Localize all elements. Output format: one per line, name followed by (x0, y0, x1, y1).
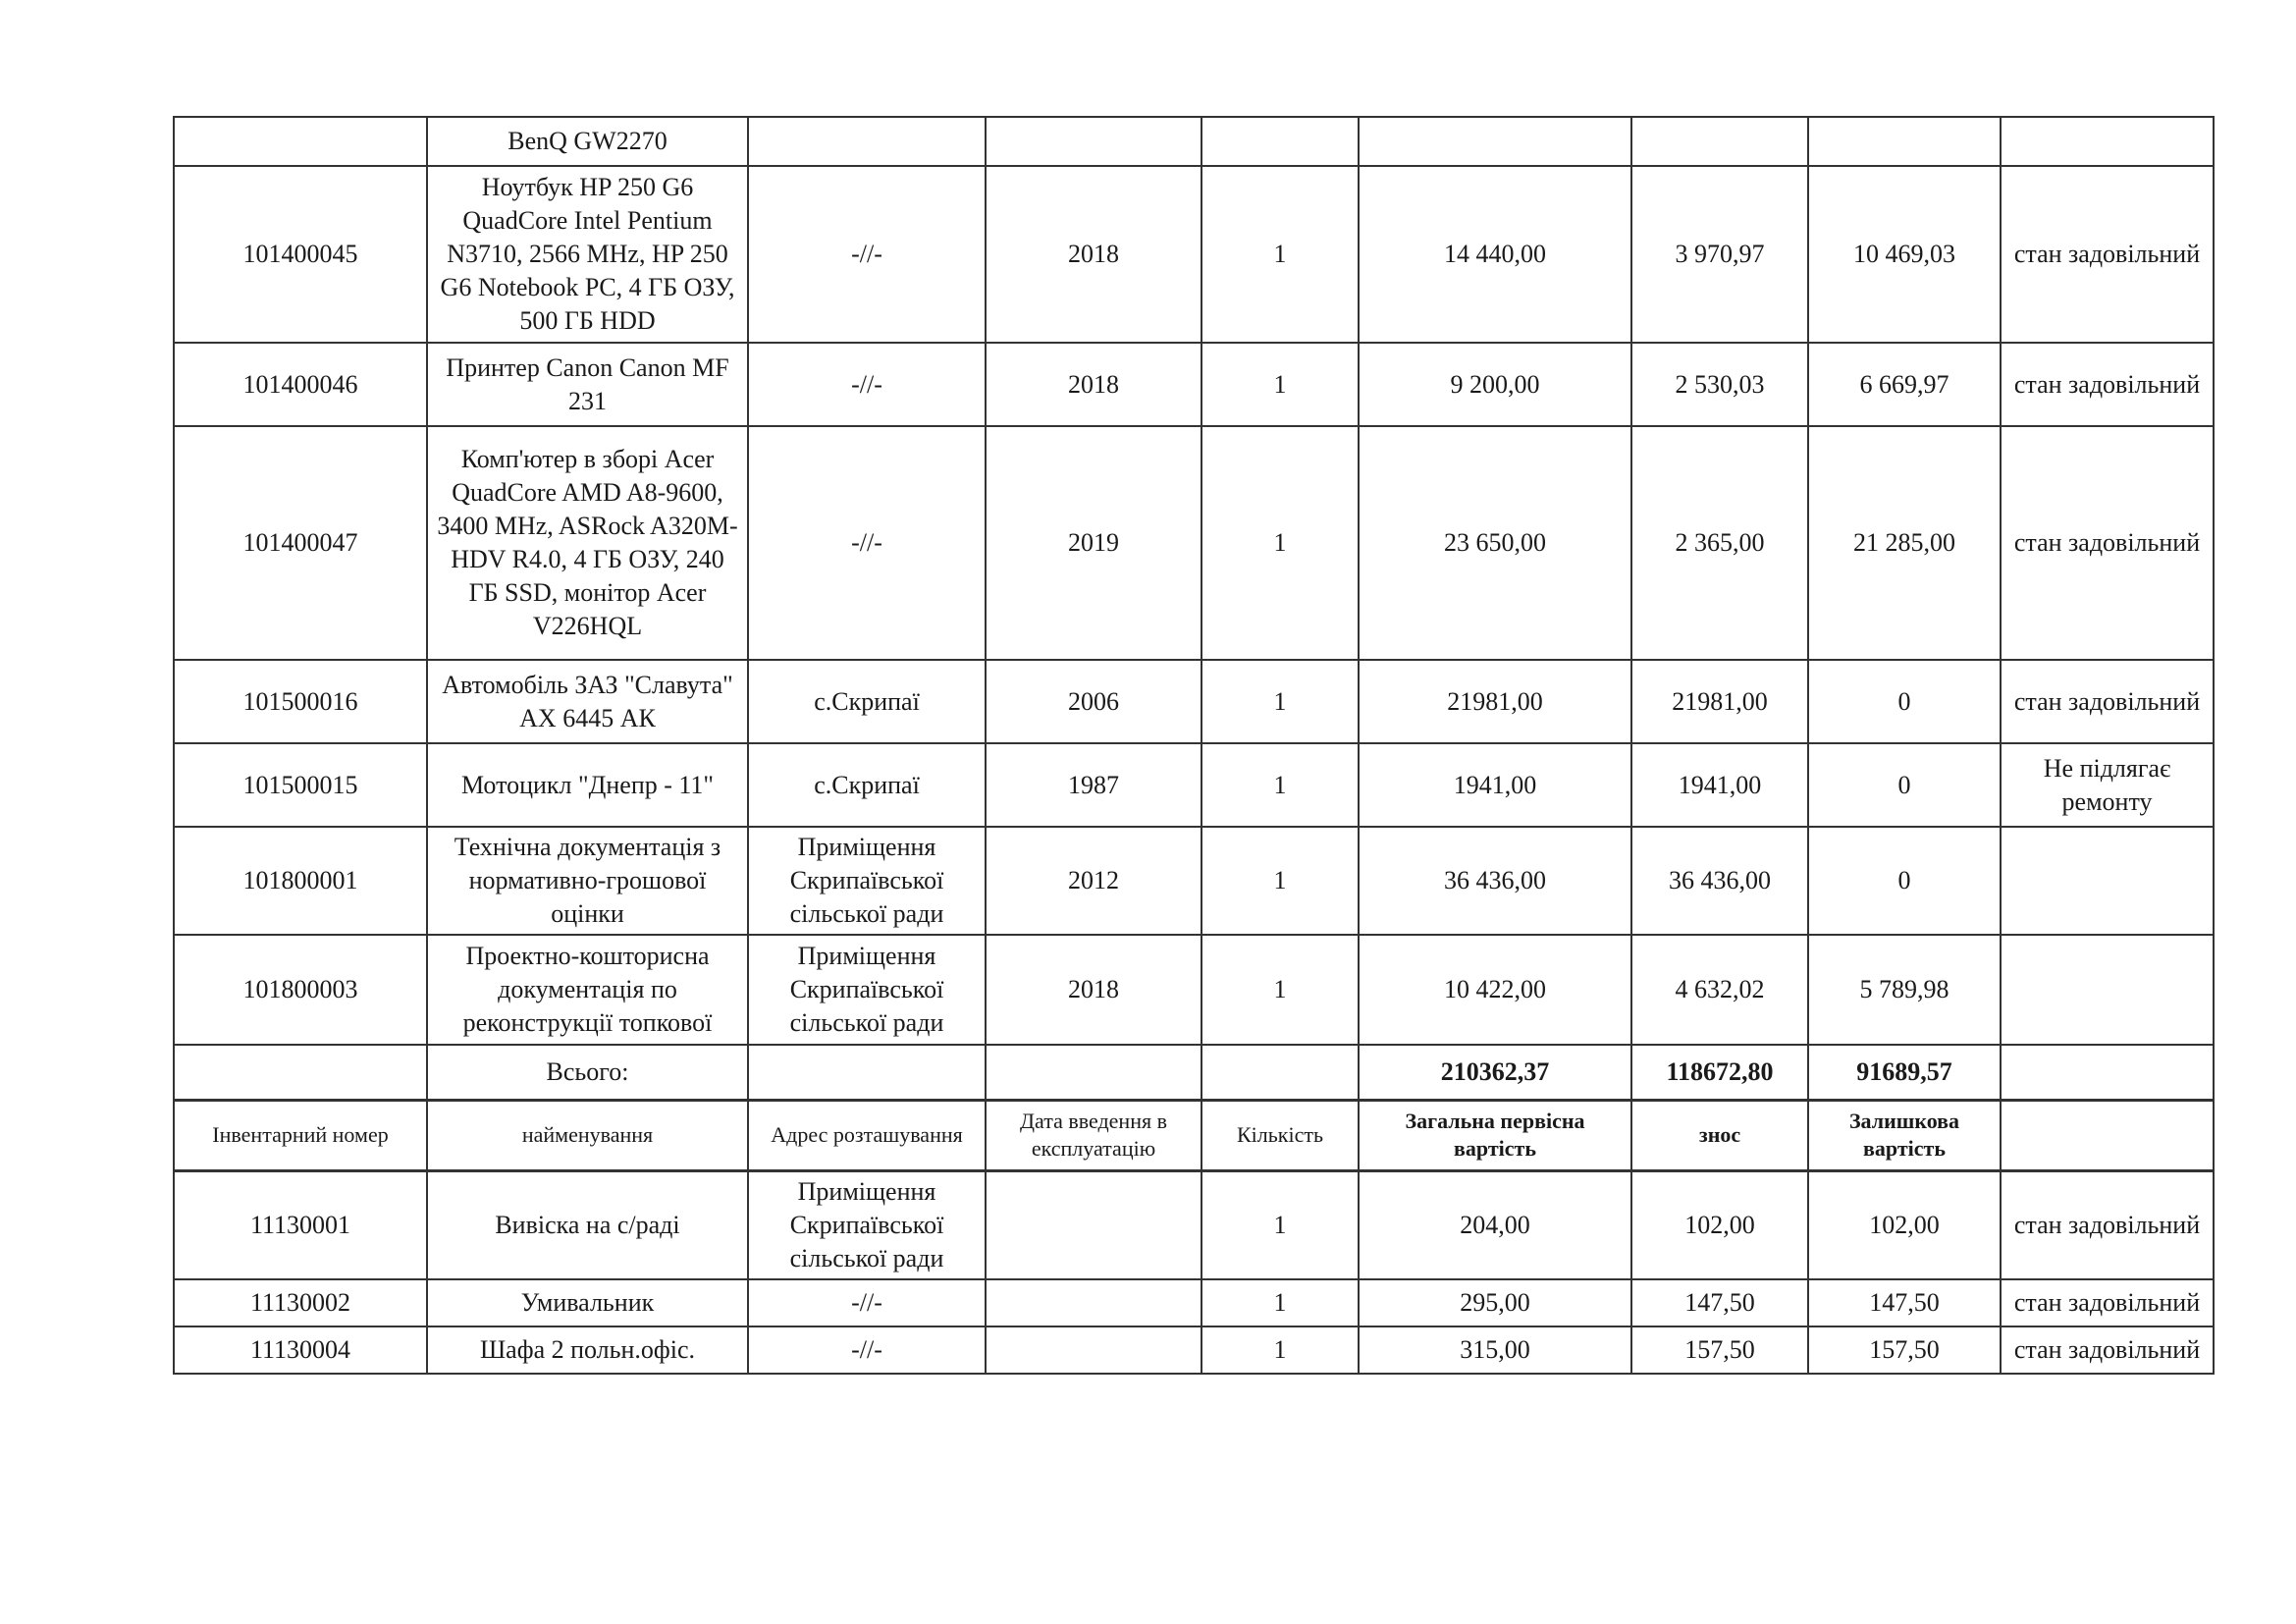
cell-initial-empty (1359, 117, 1631, 166)
cell-qty: 1 (1201, 1170, 1359, 1279)
table-row-totals (174, 1045, 2214, 1100)
cell-name: Комп'ютер в зборі Acer QuadCore AMD A8-9600, 3400 MHz, ASRock A320M-HDV R4.0, 4 ГБ ОЗУ, 240 ГБ SSD, монітор Acer V226HQL (427, 426, 748, 660)
cell-initial: 204,00 (1359, 1170, 1631, 1279)
cell-inv: 11130002 (174, 1279, 427, 1326)
cell-addr: -//- (748, 426, 986, 660)
cell-qty: 1 (1201, 343, 1359, 426)
cell-date: 2018 (986, 935, 1201, 1045)
header-wear: знос (1631, 1100, 1808, 1170)
cell-date: 2018 (986, 343, 1201, 426)
cell-addr: -//- (748, 1326, 986, 1374)
cell-qty: 1 (1201, 1279, 1359, 1326)
cell-state-empty (2001, 117, 2214, 166)
cell-initial: 315,00 (1359, 1326, 1631, 1374)
cell-inv: 11130004 (174, 1326, 427, 1374)
table-header-row (174, 1100, 2214, 1170)
cell-wear-empty (1631, 117, 1808, 166)
cell-state-empty (2001, 1045, 2214, 1100)
cell-name: BenQ GW2270 (427, 117, 748, 166)
cell-name: Ноутбук HP 250 G6 QuadCore Intel Pentium N3710, 2566 MHz, HP 250 G6 Notebook PC, 4 ГБ ОЗУ, 500 ГБ HDD (427, 166, 748, 343)
cell-initial: 23 650,00 (1359, 426, 1631, 660)
cell-wear: 21981,00 (1631, 660, 1808, 743)
cell-qty: 1 (1201, 743, 1359, 827)
cell-addr: с.Скрипаї (748, 743, 986, 827)
cell-inv: 11130001 (174, 1170, 427, 1279)
cell-addr-empty (748, 1045, 986, 1100)
cell-qty-empty (1201, 1045, 1359, 1100)
cell-qty: 1 (1201, 935, 1359, 1045)
table-row (174, 343, 2214, 426)
totals-residual: 91689,57 (1808, 1045, 2001, 1100)
inventory-table (173, 116, 2215, 1375)
cell-initial: 14 440,00 (1359, 166, 1631, 343)
cell-state (2001, 935, 2214, 1045)
cell-state (2001, 827, 2214, 935)
header-residual-value: Залишкова вартість (1808, 1100, 2001, 1170)
cell-qty: 1 (1201, 426, 1359, 660)
totals-label: Всього: (427, 1045, 748, 1100)
cell-addr: Приміщення Скрипаївської сільської ради (748, 1170, 986, 1279)
cell-addr: с.Скрипаї (748, 660, 986, 743)
cell-state: стан задовільний (2001, 166, 2214, 343)
cell-state: стан задовільний (2001, 1326, 2214, 1374)
table-row (174, 1170, 2214, 1279)
cell-name: Автомобіль ЗАЗ "Славута" АХ 6445 АК (427, 660, 748, 743)
cell-name: Технічна документація з нормативно-грошової оцінки (427, 827, 748, 935)
cell-residual: 102,00 (1808, 1170, 2001, 1279)
cell-residual: 157,50 (1808, 1326, 2001, 1374)
cell-residual-empty (1808, 117, 2001, 166)
cell-state: Не підлягає ремонту (2001, 743, 2214, 827)
cell-wear: 102,00 (1631, 1170, 1808, 1279)
cell-state: стан задовільний (2001, 1170, 2214, 1279)
cell-state: стан задовільний (2001, 426, 2214, 660)
cell-name: Мотоцикл "Днепр - 11" (427, 743, 748, 827)
header-initial-value: Загальна первісна вартість (1359, 1100, 1631, 1170)
cell-initial: 10 422,00 (1359, 935, 1631, 1045)
header-state (2001, 1100, 2214, 1170)
cell-wear: 1941,00 (1631, 743, 1808, 827)
cell-inv: 101400046 (174, 343, 427, 426)
cell-inv: 101800003 (174, 935, 427, 1045)
cell-inv: 101800001 (174, 827, 427, 935)
cell-date-empty (986, 1045, 1201, 1100)
cell-name: Умивальник (427, 1279, 748, 1326)
cell-state: стан задовільний (2001, 1279, 2214, 1326)
totals-wear: 118672,80 (1631, 1045, 1808, 1100)
cell-addr: -//- (748, 1279, 986, 1326)
cell-qty: 1 (1201, 166, 1359, 343)
cell-date: 2012 (986, 827, 1201, 935)
table-row (174, 743, 2214, 827)
cell-addr: Приміщення Скрипаївської сільської ради (748, 935, 986, 1045)
cell-date: 1987 (986, 743, 1201, 827)
cell-date (986, 1279, 1201, 1326)
table-row-carryover (174, 117, 2214, 166)
cell-residual: 0 (1808, 660, 2001, 743)
header-name: найменування (427, 1100, 748, 1170)
cell-initial: 1941,00 (1359, 743, 1631, 827)
cell-inv: 101500016 (174, 660, 427, 743)
cell-residual: 0 (1808, 827, 2001, 935)
cell-name: Принтер Canon Canon MF 231 (427, 343, 748, 426)
table-row (174, 827, 2214, 935)
cell-date (986, 1326, 1201, 1374)
cell-residual: 5 789,98 (1808, 935, 2001, 1045)
cell-addr: -//- (748, 343, 986, 426)
table-row (174, 660, 2214, 743)
cell-initial: 21981,00 (1359, 660, 1631, 743)
cell-residual: 6 669,97 (1808, 343, 2001, 426)
cell-residual: 10 469,03 (1808, 166, 2001, 343)
header-address: Адрес розташування (748, 1100, 986, 1170)
cell-inv-empty (174, 1045, 427, 1100)
cell-residual: 21 285,00 (1808, 426, 2001, 660)
cell-date (986, 1170, 1201, 1279)
table-row (174, 1279, 2214, 1326)
table-row (174, 1326, 2214, 1374)
cell-wear: 3 970,97 (1631, 166, 1808, 343)
cell-inv: 101400047 (174, 426, 427, 660)
cell-residual: 0 (1808, 743, 2001, 827)
cell-addr-empty (748, 117, 986, 166)
cell-wear: 36 436,00 (1631, 827, 1808, 935)
cell-addr: -//- (748, 166, 986, 343)
cell-date: 2006 (986, 660, 1201, 743)
cell-inv-empty (174, 117, 427, 166)
header-inventory-number: Інвентарний номер (174, 1100, 427, 1170)
cell-wear: 147,50 (1631, 1279, 1808, 1326)
table-row (174, 426, 2214, 660)
cell-date: 2018 (986, 166, 1201, 343)
cell-residual: 147,50 (1808, 1279, 2001, 1326)
cell-wear: 4 632,02 (1631, 935, 1808, 1045)
cell-name: Вивіска на с/раді (427, 1170, 748, 1279)
cell-qty: 1 (1201, 1326, 1359, 1374)
cell-name: Проектно-кошторисна документація по реконструкції топкової (427, 935, 748, 1045)
table-row (174, 935, 2214, 1045)
table-row (174, 166, 2214, 343)
cell-state: стан задовільний (2001, 660, 2214, 743)
cell-name: Шафа 2 польн.офіс. (427, 1326, 748, 1374)
cell-wear: 157,50 (1631, 1326, 1808, 1374)
cell-qty: 1 (1201, 660, 1359, 743)
header-commission-date: Дата введення в експлуатацію (986, 1100, 1201, 1170)
totals-initial: 210362,37 (1359, 1045, 1631, 1100)
cell-initial: 295,00 (1359, 1279, 1631, 1326)
cell-wear: 2 365,00 (1631, 426, 1808, 660)
cell-state: стан задовільний (2001, 343, 2214, 426)
cell-wear: 2 530,03 (1631, 343, 1808, 426)
cell-qty-empty (1201, 117, 1359, 166)
header-quantity: Кількість (1201, 1100, 1359, 1170)
cell-addr: Приміщення Скрипаївської сільської ради (748, 827, 986, 935)
cell-date-empty (986, 117, 1201, 166)
cell-inv: 101400045 (174, 166, 427, 343)
cell-qty: 1 (1201, 827, 1359, 935)
cell-initial: 9 200,00 (1359, 343, 1631, 426)
cell-initial: 36 436,00 (1359, 827, 1631, 935)
cell-inv: 101500015 (174, 743, 427, 827)
cell-date: 2019 (986, 426, 1201, 660)
